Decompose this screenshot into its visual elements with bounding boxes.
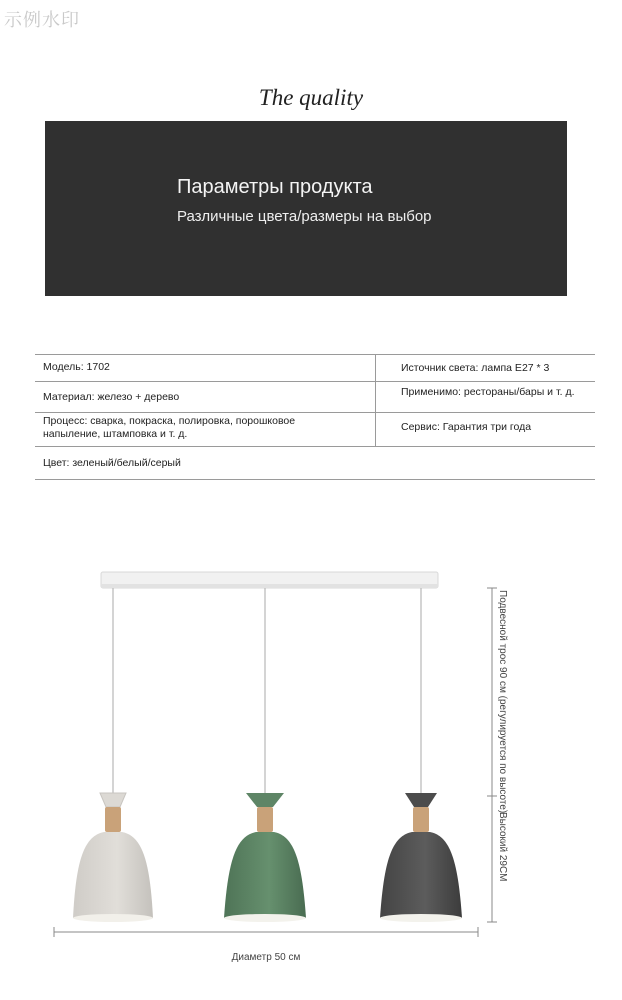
lamp-white [73,793,153,922]
table-column-divider [375,354,376,446]
table-divider [35,412,595,413]
diameter-label: Диаметр 50 см [231,952,301,963]
quality-heading: The quality [258,85,364,110]
height-label: Высокий 29СМ [497,812,508,882]
lamp-green [224,793,306,922]
spec-table [35,354,595,480]
spec-light-source: Источник света: лампа E27 * 3 [401,362,550,374]
table-divider [35,479,595,480]
pendant-lamp-illustration [0,560,622,1000]
spec-applicable: Применимо: рестораны/бары и т. д. [401,386,575,398]
table-divider [35,446,595,447]
banner-subtitle: Различные цвета/размеры на выбор [177,208,432,225]
cable-length-label: Подвесной трос 90 см (регулируется по высоте) [497,590,508,814]
spec-model: Модель: 1702 [43,361,110,373]
spec-material: Материал: железо + дерево [43,391,180,403]
spec-service: Сервис: Гарантия три года [401,421,532,433]
table-divider [35,381,595,382]
lamp-grey [380,793,462,922]
watermark: 示例水印 [4,10,80,31]
spec-color: Цвет: зеленый/белый/серый [43,457,181,469]
banner-title: Параметры продукта [177,176,373,198]
product-parameters-banner [45,121,567,296]
table-divider [35,354,595,355]
spec-process: Процесс: сварка, покраска, полировка, порошковое напыление, штамповка и т. д. [43,415,296,440]
